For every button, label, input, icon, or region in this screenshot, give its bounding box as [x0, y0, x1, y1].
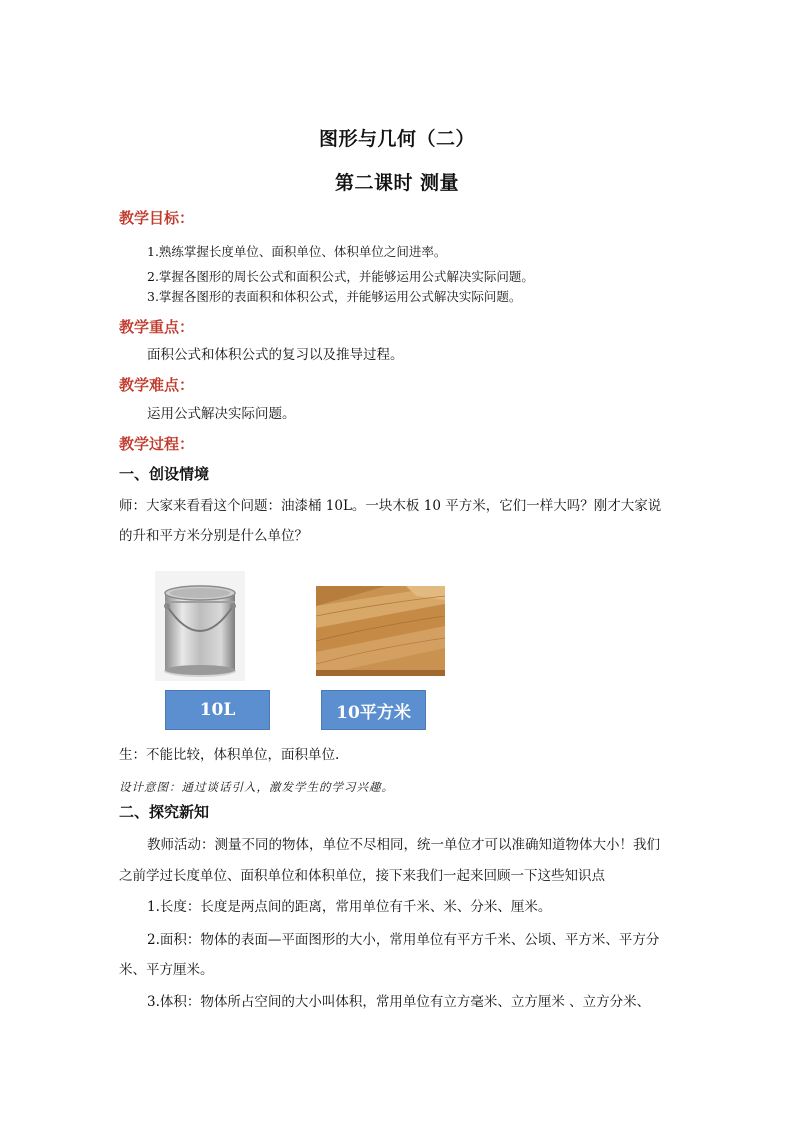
key-points-text: 面积公式和体积公式的复习以及推导过程。: [147, 347, 404, 363]
difficulties-heading: 教学难点：: [119, 376, 195, 394]
paint-bucket-image: [155, 571, 245, 681]
key-points-heading: 教学重点：: [119, 318, 195, 336]
process-heading: 教学过程：: [119, 435, 195, 453]
goal-item-2: 2.掌握各图形的周长公式和面积公式，并能够运用公式解决实际问题。: [147, 269, 534, 284]
area-item-line-1: 2.面积：物体的表面—平面图形的大小，常用单位有平方千米、公顷、平方米、平方分: [147, 932, 660, 948]
page-title: 图形与几何（二）: [318, 128, 475, 150]
section2-title: 二、探究新知: [119, 803, 210, 821]
design-intent: 设计意图：通过谈话引入，激发学生的学习兴趣。: [119, 780, 394, 794]
wood-grain-icon: [316, 586, 445, 676]
wood-area-label: 10平方米: [321, 690, 426, 730]
goal-item-1: 1.熟练掌握长度单位、面积单位、体积单位之间进率。: [147, 244, 447, 259]
activity-line-2: 之前学过长度单位、面积单位和体积单位，接下来我们一起来回顾一下这些知识点: [119, 868, 605, 884]
paint-bucket-icon: [155, 571, 245, 681]
teacher-line-2: 的升和平方米分别是什么单位？: [119, 528, 308, 544]
length-item: 1.长度：长度是两点间的距离，常用单位有千米、米、分米、厘米。: [147, 899, 552, 915]
goal-item-3: 3.掌握各图形的表面积和体积公式，并能够运用公式解决实际问题。: [147, 289, 522, 304]
wood-board-image: [316, 586, 445, 676]
area-item-line-2: 米、平方厘米。: [119, 962, 214, 978]
volume-item: 3.体积：物体所占空间的大小叫体积，常用单位有立方毫米、立方厘米 、立方分米、: [147, 994, 651, 1010]
bucket-volume-label: 10L: [165, 690, 270, 730]
activity-line-1: 教师活动：测量不同的物体，单位不尽相同，统一单位才可以准确知道物体大小！我们: [147, 837, 660, 853]
difficulties-text: 运用公式解决实际问题。: [147, 406, 296, 422]
goals-heading: 教学目标：: [119, 209, 195, 227]
section1-title: 一、创设情境: [119, 465, 210, 483]
student-answer: 生：不能比较，体积单位，面积单位.: [119, 747, 340, 763]
page-subtitle: 第二课时 测量: [334, 172, 460, 194]
teacher-line-1: 师：大家来看看这个问题：油漆桶 10L。一块木板 10 平方米，它们一样大吗？刚才大家说: [119, 498, 662, 514]
